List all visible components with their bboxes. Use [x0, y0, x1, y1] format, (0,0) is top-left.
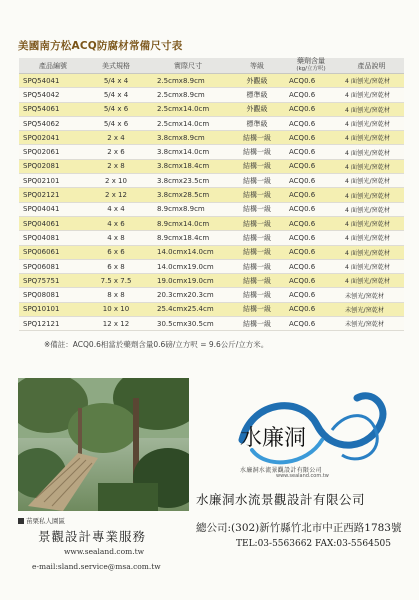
cell-grade: 結構一級: [231, 174, 283, 188]
cell-actual-size: 8.9cmx18.4cm: [145, 231, 231, 245]
cell-chemical: ACQ0.6: [283, 245, 339, 259]
cell-description: 4 面刨光/窯乾材: [339, 88, 404, 102]
table-row: [19, 74, 404, 88]
cell-chemical: ACQ0.6: [283, 159, 339, 173]
cell-chemical: ACQ0.6: [283, 131, 339, 145]
cell-actual-size: 2.5cmx14.0cm: [145, 102, 231, 116]
cell-product-code: SPQ02061: [19, 145, 87, 159]
company-name: 水廉洞水流景觀設計有限公司: [196, 492, 366, 507]
cell-chemical: ACQ0.6: [283, 216, 339, 230]
website-link[interactable]: www.sealand.com.tw: [64, 547, 145, 556]
cell-chemical: ACQ0.6: [283, 102, 339, 116]
cell-chemical: ACQ0.6: [283, 74, 339, 88]
cell-chemical: ACQ0.6: [283, 116, 339, 130]
cell-chemical: ACQ0.6: [283, 188, 339, 202]
cell-us-spec: 2 x 4: [87, 131, 145, 145]
table-row: [19, 131, 404, 145]
cell-chemical: ACQ0.6: [283, 317, 339, 331]
cell-chemical: ACQ0.6: [283, 288, 339, 302]
cell-description: 4 面刨光/窯乾材: [339, 216, 404, 230]
cell-product-code: SPQ02081: [19, 159, 87, 173]
cell-grade: 結構一級: [231, 159, 283, 173]
header-chemical-main: 藥劑含量: [297, 57, 325, 65]
table-row: [19, 317, 404, 331]
cell-us-spec: 10 x 10: [87, 302, 145, 316]
cell-actual-size: 3.8cmx8.9cm: [145, 131, 231, 145]
cell-chemical: ACQ0.6: [283, 88, 339, 102]
cell-description: 4 面刨光/窯乾材: [339, 74, 404, 88]
cell-grade: 結構一級: [231, 202, 283, 216]
table-row: [19, 274, 404, 288]
cell-grade: 外觀級: [231, 74, 283, 88]
table-row: [19, 116, 404, 130]
table-row: [19, 259, 404, 273]
cell-us-spec: 2 x 10: [87, 174, 145, 188]
cell-grade: 結構一級: [231, 302, 283, 316]
cell-us-spec: 2 x 6: [87, 145, 145, 159]
header-chemical: [283, 58, 339, 74]
cell-description: 4 面刨光/窯乾材: [339, 159, 404, 173]
cell-description: 4 面刨光/窯乾材: [339, 102, 404, 116]
cell-actual-size: 3.8cmx23.5cm: [145, 174, 231, 188]
cell-grade: 標準級: [231, 88, 283, 102]
cell-grade: 結構一級: [231, 245, 283, 259]
cell-description: 4 面刨光/窯乾材: [339, 245, 404, 259]
cell-product-code: SPQ54061: [19, 102, 87, 116]
table-row: [19, 102, 404, 116]
cell-chemical: ACQ0.6: [283, 145, 339, 159]
cell-description: 4 面刨光/窯乾材: [339, 174, 404, 188]
table-row: [19, 216, 404, 230]
cell-description: 未刨光/窯乾材: [339, 302, 404, 316]
cell-product-code: SPQ06081: [19, 259, 87, 273]
cell-chemical: ACQ0.6: [283, 274, 339, 288]
cell-actual-size: 19.0cmx19.0cm: [145, 274, 231, 288]
garden-photo: [18, 378, 189, 511]
cell-actual-size: 20.3cmx20.3cm: [145, 288, 231, 302]
header-actual-size: 實際尺寸: [145, 58, 231, 74]
table-row: [19, 145, 404, 159]
cell-description: 4 面刨光/窯乾材: [339, 231, 404, 245]
table-row: [19, 302, 404, 316]
cell-actual-size: 3.8cmx28.5cm: [145, 188, 231, 202]
cell-actual-size: 2.5cmx14.0cm: [145, 116, 231, 130]
cell-us-spec: 6 x 8: [87, 259, 145, 273]
cell-us-spec: 7.5 x 7.5: [87, 274, 145, 288]
cell-chemical: ACQ0.6: [283, 202, 339, 216]
cell-chemical: ACQ0.6: [283, 231, 339, 245]
table-row: [19, 202, 404, 216]
cell-product-code: SPQ02101: [19, 174, 87, 188]
cell-us-spec: 5/4 x 4: [87, 74, 145, 88]
company-address: 總公司:(302)新竹縣竹北市中正西路1783號: [196, 522, 402, 534]
cell-description: 4 面刨光/窯乾材: [339, 259, 404, 273]
cell-grade: 結構一級: [231, 131, 283, 145]
cell-us-spec: 4 x 8: [87, 231, 145, 245]
logo-subtitle: 水廉洞水流景觀設計有限公司: [240, 467, 322, 474]
cell-product-code: SPQ02041: [19, 131, 87, 145]
cell-product-code: SPQ04081: [19, 231, 87, 245]
cell-us-spec: 2 x 12: [87, 188, 145, 202]
cell-product-code: SPQ75751: [19, 274, 87, 288]
cell-actual-size: 25.4cmx25.4cm: [145, 302, 231, 316]
cell-chemical: ACQ0.6: [283, 259, 339, 273]
cell-description: 4 面刨光/窯乾材: [339, 274, 404, 288]
table-header-row: [19, 58, 404, 74]
company-phone: TEL:03-5563662 FAX:03-5564505: [236, 539, 391, 549]
cell-product-code: SPQ08081: [19, 288, 87, 302]
cell-us-spec: 4 x 4: [87, 202, 145, 216]
cell-actual-size: 8.9cmx8.9cm: [145, 202, 231, 216]
table-row: [19, 159, 404, 173]
cell-description: 4 面刨光/窯乾材: [339, 131, 404, 145]
cell-us-spec: 8 x 8: [87, 288, 145, 302]
table-row: [19, 174, 404, 188]
photo-caption-text: 苗栗私人園區: [26, 517, 65, 525]
header-description: 產品說明: [339, 58, 404, 74]
cell-grade: 標準級: [231, 116, 283, 130]
table-row: [19, 245, 404, 259]
size-table: [19, 58, 404, 331]
logo-url: www.sealand.com.tw: [276, 473, 329, 479]
cell-product-code: SPQ54042: [19, 88, 87, 102]
cell-product-code: SPQ12121: [19, 317, 87, 331]
table-row: [19, 88, 404, 102]
cell-product-code: SPQ54041: [19, 74, 87, 88]
table-note: ※備註：ACQ0.6相當於藥劑含量0.6磅/立方呎 = 9.6公斤/立方米。: [44, 340, 269, 349]
cell-grade: 結構一級: [231, 231, 283, 245]
table-row: [19, 188, 404, 202]
cell-description: 4 面刨光/窯乾材: [339, 202, 404, 216]
cell-actual-size: 3.8cmx18.4cm: [145, 159, 231, 173]
cell-product-code: SPQ06061: [19, 245, 87, 259]
cell-grade: 結構一級: [231, 259, 283, 273]
cell-product-code: SPQ04041: [19, 202, 87, 216]
header-chemical-unit: (kg/立方呎): [296, 66, 326, 72]
photo-caption: [18, 516, 65, 525]
cell-actual-size: 2.5cmx8.9cm: [145, 74, 231, 88]
table-title: 美國南方松ACQ防腐材常備尺寸表: [18, 40, 183, 52]
cell-description: 4 面刨光/窯乾材: [339, 116, 404, 130]
cell-product-code: SPQ02121: [19, 188, 87, 202]
cell-grade: 結構一級: [231, 216, 283, 230]
cell-actual-size: 14.0cmx19.0cm: [145, 259, 231, 273]
cell-actual-size: 2.5cmx8.9cm: [145, 88, 231, 102]
cell-grade: 結構一級: [231, 145, 283, 159]
cell-us-spec: 4 x 6: [87, 216, 145, 230]
header-product-code: 產品編號: [19, 58, 87, 74]
bullet-square-icon: [18, 518, 24, 524]
cell-grade: 結構一級: [231, 317, 283, 331]
cell-grade: 結構一級: [231, 188, 283, 202]
logo-calligraphy: 水廉洞: [240, 426, 307, 451]
cell-actual-size: 3.8cmx14.0cm: [145, 145, 231, 159]
cell-product-code: SPQ10101: [19, 302, 87, 316]
header-grade: 等級: [231, 58, 283, 74]
cell-actual-size: 30.5cmx30.5cm: [145, 317, 231, 331]
cell-actual-size: 8.9cmx14.0cm: [145, 216, 231, 230]
table-row: [19, 231, 404, 245]
cell-description: 4 面刨光/窯乾材: [339, 188, 404, 202]
cell-grade: 結構一級: [231, 288, 283, 302]
cell-product-code: SPQ54062: [19, 116, 87, 130]
cell-us-spec: 5/4 x 6: [87, 116, 145, 130]
cell-actual-size: 14.0cmx14.0cm: [145, 245, 231, 259]
cell-grade: 外觀級: [231, 102, 283, 116]
cell-description: 4 面刨光/窯乾材: [339, 145, 404, 159]
table-row: [19, 288, 404, 302]
cell-us-spec: 5/4 x 4: [87, 88, 145, 102]
cell-chemical: ACQ0.6: [283, 174, 339, 188]
cell-us-spec: 12 x 12: [87, 317, 145, 331]
cell-description: 未刨光/窯乾材: [339, 288, 404, 302]
cell-product-code: SPQ04061: [19, 216, 87, 230]
tagline: 景觀設計專業服務: [38, 529, 147, 544]
cell-chemical: ACQ0.6: [283, 302, 339, 316]
cell-grade: 結構一級: [231, 274, 283, 288]
email-link[interactable]: e-mail:sland.service@msa.com.tw: [32, 562, 161, 571]
cell-us-spec: 5/4 x 6: [87, 102, 145, 116]
cell-description: 未刨光/窯乾材: [339, 317, 404, 331]
cell-us-spec: 2 x 8: [87, 159, 145, 173]
header-us-spec: 美式規格: [87, 58, 145, 74]
cell-us-spec: 6 x 6: [87, 245, 145, 259]
